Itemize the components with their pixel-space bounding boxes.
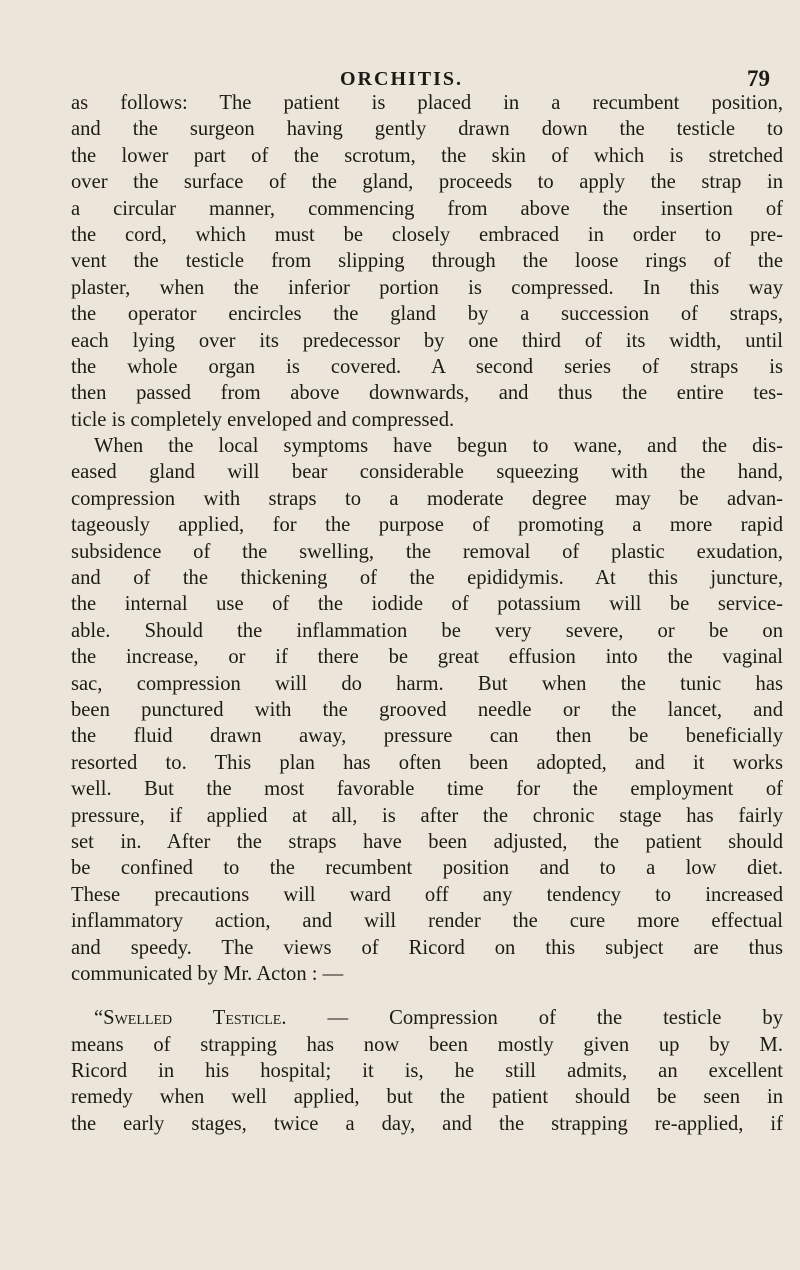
- text-line: compression with straps to a moderate degree may be advan-: [71, 487, 783, 510]
- text-line: the cord, which must be closely embraced in order to pre-: [71, 223, 783, 246]
- text-line: and speedy. The views of Ricord on this subject are thus: [71, 936, 783, 959]
- text-line: [71, 1005, 783, 1031]
- text-line: set in. After the straps have been adjusted, the patient should: [71, 830, 783, 853]
- paragraph-1: [71, 90, 783, 433]
- text-line: resorted to. This plan has often been adopted, and it works: [71, 751, 783, 774]
- text-line: the internal use of the iodide of potassium will be service-: [71, 593, 783, 616]
- text-line: the early stages, twice a day, and the strapping re-applied, if: [71, 1112, 783, 1135]
- text-line: ticle is completely enveloped and compressed.: [71, 408, 455, 431]
- text-line: the increase, or if there be great effusion into the vaginal: [71, 646, 783, 669]
- text-line: as follows: The patient is placed in a recumbent position,: [71, 92, 783, 114]
- text-line: be confined to the recumbent position and to a low diet.: [71, 857, 783, 880]
- text-line: able. Should the inflammation be very severe, or be on: [71, 619, 783, 642]
- text-line: inflammatory action, and will render the cure more effectual: [71, 910, 783, 933]
- open-quote: “: [94, 1007, 104, 1030]
- text-line: means of strapping has now been mostly given up by M.: [71, 1033, 783, 1056]
- text-line: remedy when well applied, but the patient should be seen in: [71, 1086, 783, 1109]
- text-line: the lower part of the scrotum, the skin of which is stretched: [71, 144, 783, 167]
- text-line: vent the testicle from slipping through the loose rings of the: [71, 250, 783, 273]
- text-line: the whole organ is covered. A second series of straps is: [71, 355, 783, 378]
- text-line: and the surgeon having gently drawn down the testicle to: [71, 118, 783, 141]
- text-line: sac, compression will do harm. But when the tunic has: [71, 672, 783, 695]
- text-line: pressure, if applied at all, is after the chronic stage has fairly: [71, 804, 783, 827]
- text-line: Ricord in his hospital; it is, he still admits, an excellent: [71, 1060, 783, 1083]
- text-line: each lying over its predecessor by one third of its width, until: [71, 329, 783, 352]
- quote-heading: Swelled Testicle.: [103, 1007, 287, 1030]
- text-line: well. But the most favorable time for the employment of: [71, 778, 783, 801]
- quote-line-rest: — Compression of the testicle by: [286, 1007, 784, 1030]
- text-line: subsidence of the swelling, the removal of plastic exudation,: [71, 540, 783, 563]
- text-line: over the surface of the gland, proceeds to apply the strap in: [71, 171, 783, 194]
- text-line: the operator encircles the gland by a succession of straps,: [71, 303, 783, 326]
- page-number: 79: [747, 66, 770, 91]
- quoted-passage: [71, 1005, 783, 1137]
- paragraph-gap: [71, 987, 783, 1005]
- body-text: [71, 90, 783, 1137]
- text-line: then passed from above downwards, and thus the entire tes-: [71, 382, 783, 405]
- text-line: These precautions will ward off any tendency to increased: [71, 883, 783, 906]
- text-line: eased gland will bear considerable squeezing with the hand,: [71, 461, 783, 484]
- text-line: When the local symptoms have begun to wane, and the dis-: [94, 435, 783, 458]
- text-line: communicated by Mr. Acton : —: [71, 962, 344, 985]
- text-line: been punctured with the grooved needle or the lancet, and: [71, 698, 783, 721]
- text-line: and of the thickening of the epididymis. At this juncture,: [71, 567, 783, 590]
- running-title: ORCHITIS.: [340, 68, 464, 90]
- paragraph-2: [71, 433, 783, 987]
- text-line: tageously applied, for the purpose of promoting a more rapid: [71, 514, 783, 537]
- text-line: plaster, when the inferior portion is compressed. In this way: [71, 276, 783, 299]
- text-line: a circular manner, commencing from above the insertion of: [71, 197, 783, 220]
- text-line: the fluid drawn away, pressure can then be beneficially: [71, 725, 783, 748]
